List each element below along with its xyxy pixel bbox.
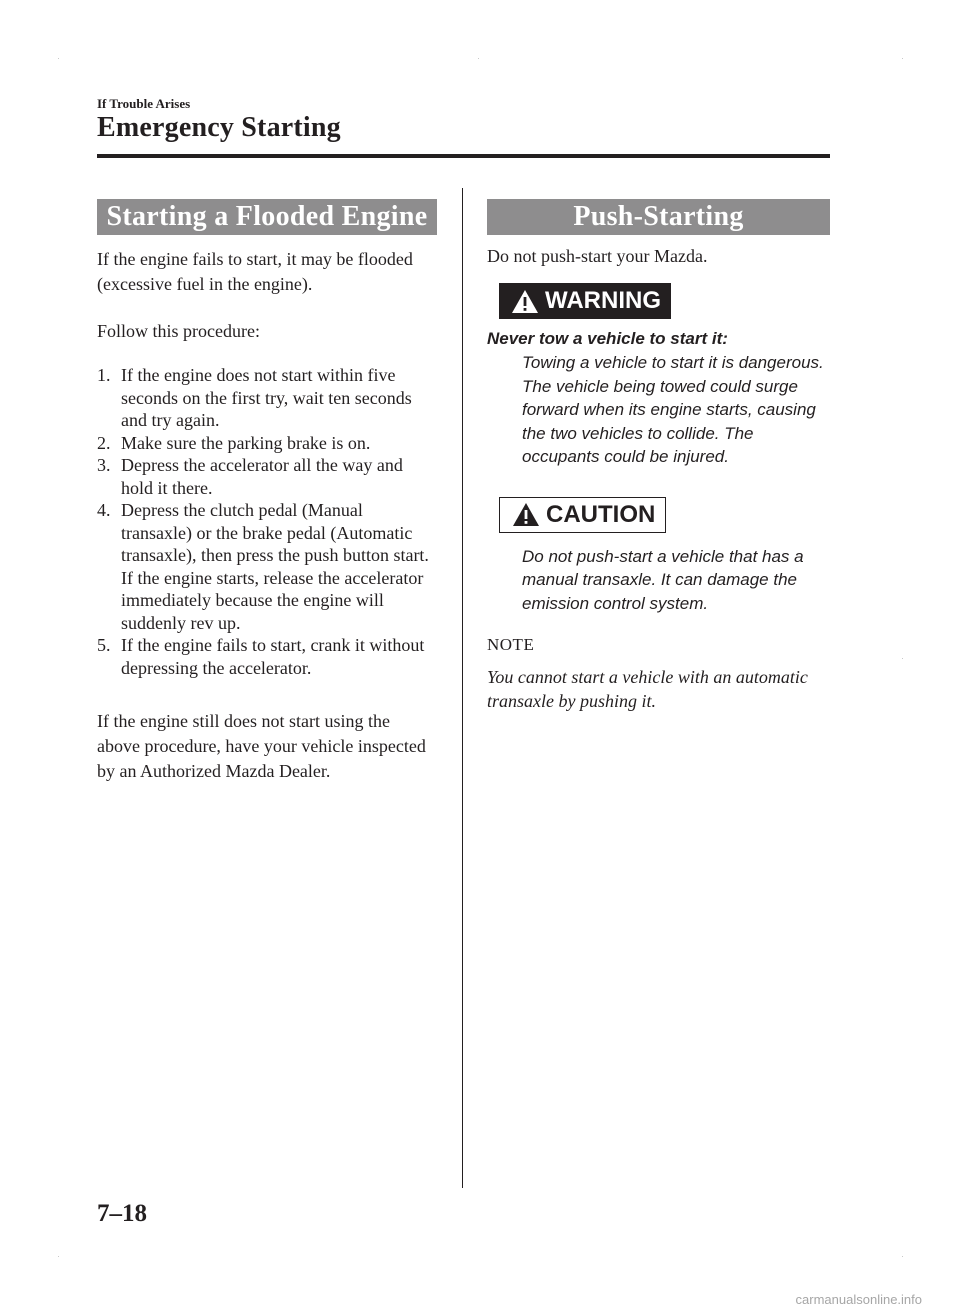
section-label: If Trouble Arises: [97, 96, 191, 111]
warning-label: WARNING: [545, 287, 661, 314]
caution-label: CAUTION: [546, 500, 656, 528]
crop-mark: [58, 1256, 59, 1257]
intro-paragraph: If the engine fails to start, it may be flooded (excessive fuel in the engine).: [97, 249, 413, 294]
procedure-steps: [97, 364, 437, 679]
left-column: [97, 199, 437, 784]
title-rule: [97, 154, 830, 158]
warning-triangle-icon: [511, 289, 539, 314]
list-item: 4. Depress the clutch pedal (Manual transaxle) or the brake pedal (Automatic transaxle), then press the push button start. If the engine starts, release the accelerator immediately because the engine will suddenly rev up.: [97, 500, 429, 633]
caution-badge: [499, 497, 666, 533]
warning-badge: [499, 283, 671, 319]
section-heading-push-starting: Push-Starting: [487, 199, 830, 235]
list-item: 1. If the engine does not start within five seconds on the first try, wait ten seconds and try again.: [97, 365, 412, 430]
crop-mark: [478, 58, 479, 59]
column-divider: [462, 188, 463, 1188]
follow-paragraph: Follow this procedure:: [97, 321, 260, 341]
list-item: 3. Depress the accelerator all the way and hold it there.: [97, 455, 403, 498]
note-label: NOTE: [487, 635, 535, 654]
note-text: You cannot start a vehicle with an automatic transaxle by pushing it.: [487, 667, 808, 711]
section-heading-flooded-engine: Starting a Flooded Engine: [97, 199, 437, 235]
chapter-title: Emergency Starting: [97, 112, 341, 143]
crop-mark: [902, 58, 903, 59]
list-item: 2. Make sure the parking brake is on.: [97, 432, 371, 453]
crop-mark: [902, 1256, 903, 1257]
caution-triangle-icon: [512, 502, 540, 527]
warning-body: Towing a vehicle to start it is dangerous. The vehicle being towed could surge forward when its engine starts, causing the two vehicles to collide. The occupants could be injured.: [522, 353, 824, 466]
caution-body: Do not push-start a vehicle that has a manual transaxle. It can damage the emission control system.: [522, 546, 804, 613]
watermark: carmanualsonline.info: [795, 1292, 922, 1307]
warning-title: Never tow a vehicle to start it:: [487, 329, 728, 348]
closing-paragraph: If the engine still does not start using the above procedure, have your vehicle inspected by an Authorized Mazda Dealer.: [97, 711, 426, 781]
right-column: [487, 199, 830, 713]
page-number: 7–18: [97, 1200, 147, 1227]
push-intro-paragraph: Do not push-start your Mazda.: [487, 246, 708, 266]
crop-mark: [902, 658, 903, 659]
caution-block: [499, 497, 830, 533]
crop-mark: [58, 58, 59, 59]
list-item: 5. If the engine fails to start, crank it without depressing the accelerator.: [97, 635, 425, 678]
